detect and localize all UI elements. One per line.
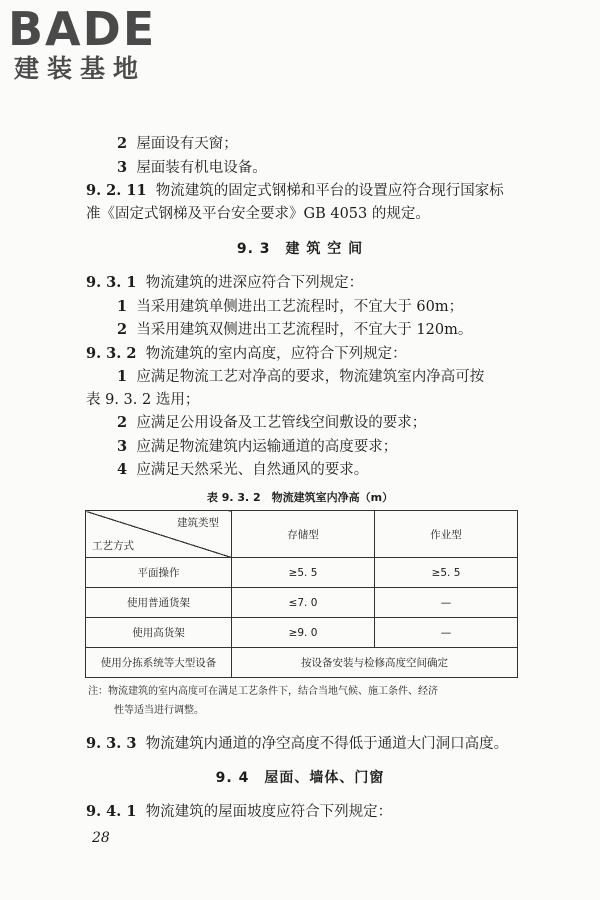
item-number: 3 — [117, 159, 128, 176]
note-line-2: 性等适当进行调整。 — [114, 705, 204, 716]
row-method: 使用分拣系统等大型设备 — [86, 648, 232, 678]
col-header-storage: 存储型 — [232, 511, 375, 558]
item-text: 应满足天然采光、自然通风的要求。 — [136, 462, 369, 478]
item-number: 1 — [117, 368, 128, 385]
item-number: 4 — [117, 461, 128, 478]
clause-text: 物流建筑内通道的净空高度不得低于通道大门洞口高度。 — [145, 736, 509, 752]
page-number: 28 — [92, 830, 110, 846]
clause-number: 9. 3. 2 — [86, 345, 137, 362]
row-method: 使用普通货架 — [86, 588, 232, 618]
item-line — [117, 320, 472, 340]
cell-operation: — — [375, 618, 518, 648]
item-text: 当采用建筑单侧进出工艺流程时，不宜大于 60m； — [136, 299, 464, 315]
col-header-operation: 作业型 — [375, 511, 518, 558]
table-row — [86, 558, 518, 588]
clause-text: 物流建筑的固定式钢梯和平台的设置应符合现行国家标 — [155, 183, 504, 199]
section-heading-9-4: 9. 4 屋面、墙体、门窗 — [215, 770, 385, 786]
header-corner-cell — [86, 511, 232, 558]
corner-top-label: 建筑类型 — [177, 517, 219, 529]
cell-operation: — — [375, 588, 518, 618]
item-text: 当采用建筑双侧进出工艺流程时，不宜大于 120m。 — [136, 322, 473, 338]
item-line — [117, 367, 484, 387]
clause-text: 物流建筑的室内高度，应符合下列规定： — [145, 346, 407, 362]
clause-continuation: 准《固定式钢梯及平台安全要求》GB 4053 的规定。 — [86, 206, 430, 222]
cell-storage: ≥9. 0 — [232, 618, 375, 648]
item-number: 2 — [117, 321, 128, 338]
clause-text: 物流建筑的屋面坡度应符合下列规定： — [145, 804, 393, 820]
clause-9-3-3 — [86, 734, 508, 754]
table-note — [88, 682, 528, 720]
note-line-1: 注：物流建筑的室内高度可在满足工艺条件下，结合当地气候、施工条件、经济 — [88, 686, 438, 697]
table-row — [86, 588, 518, 618]
clause-9-3-1 — [86, 273, 363, 293]
item-number: 2 — [117, 414, 128, 431]
clause-number: 9. 3. 1 — [86, 274, 137, 291]
clause-number: 9. 3. 3 — [86, 735, 137, 752]
item-line — [117, 437, 397, 457]
item-text: 应满足物流工艺对净高的要求，物流建筑室内净高可按 — [136, 369, 485, 385]
merged-cell: 按设备安装与检修高度空间确定 — [232, 648, 518, 678]
item-continuation: 表 9. 3. 2 选用； — [86, 392, 200, 408]
table-row — [86, 648, 518, 678]
item-number: 1 — [117, 298, 128, 315]
item-text: 屋面装有机电设备。 — [136, 160, 267, 176]
row-method: 使用高货架 — [86, 618, 232, 648]
clause-number: 9. 4. 1 — [86, 803, 137, 820]
clause-9-3-2 — [86, 344, 407, 364]
item-line — [117, 134, 238, 154]
item-line — [117, 297, 463, 317]
table-header-row — [86, 511, 518, 558]
clause-text: 物流建筑的进深应符合下列规定： — [145, 275, 364, 291]
row-method: 平面操作 — [86, 558, 232, 588]
item-number: 3 — [117, 438, 128, 455]
item-text: 应满足公用设备及工艺管线空间敷设的要求； — [136, 415, 427, 431]
section-heading-9-3: 9. 3 建 筑 空 间 — [236, 241, 364, 257]
clause-9-4-1 — [86, 802, 392, 822]
logo — [8, 4, 178, 84]
clear-height-table — [85, 510, 518, 678]
corner-bottom-label: 工艺方式 — [92, 540, 134, 552]
item-line — [117, 460, 368, 480]
table-row — [86, 618, 518, 648]
clause-9-2-11 — [86, 181, 504, 201]
clause-number: 9. 2. 11 — [86, 182, 147, 199]
logo-word: BADE — [8, 2, 157, 56]
cell-storage: ≥5. 5 — [232, 558, 375, 588]
table-caption: 表 9. 3. 2 物流建筑室内净高（m） — [206, 491, 394, 504]
item-text: 屋面设有天窗； — [136, 136, 238, 152]
item-line — [117, 413, 426, 433]
cell-operation: ≥5. 5 — [375, 558, 518, 588]
cell-storage: ≤7. 0 — [232, 588, 375, 618]
item-line — [117, 158, 267, 178]
item-number: 2 — [117, 135, 128, 152]
logo-subtitle: 建装基地 — [14, 54, 147, 83]
item-text: 应满足物流建筑内运输通道的高度要求； — [136, 439, 398, 455]
